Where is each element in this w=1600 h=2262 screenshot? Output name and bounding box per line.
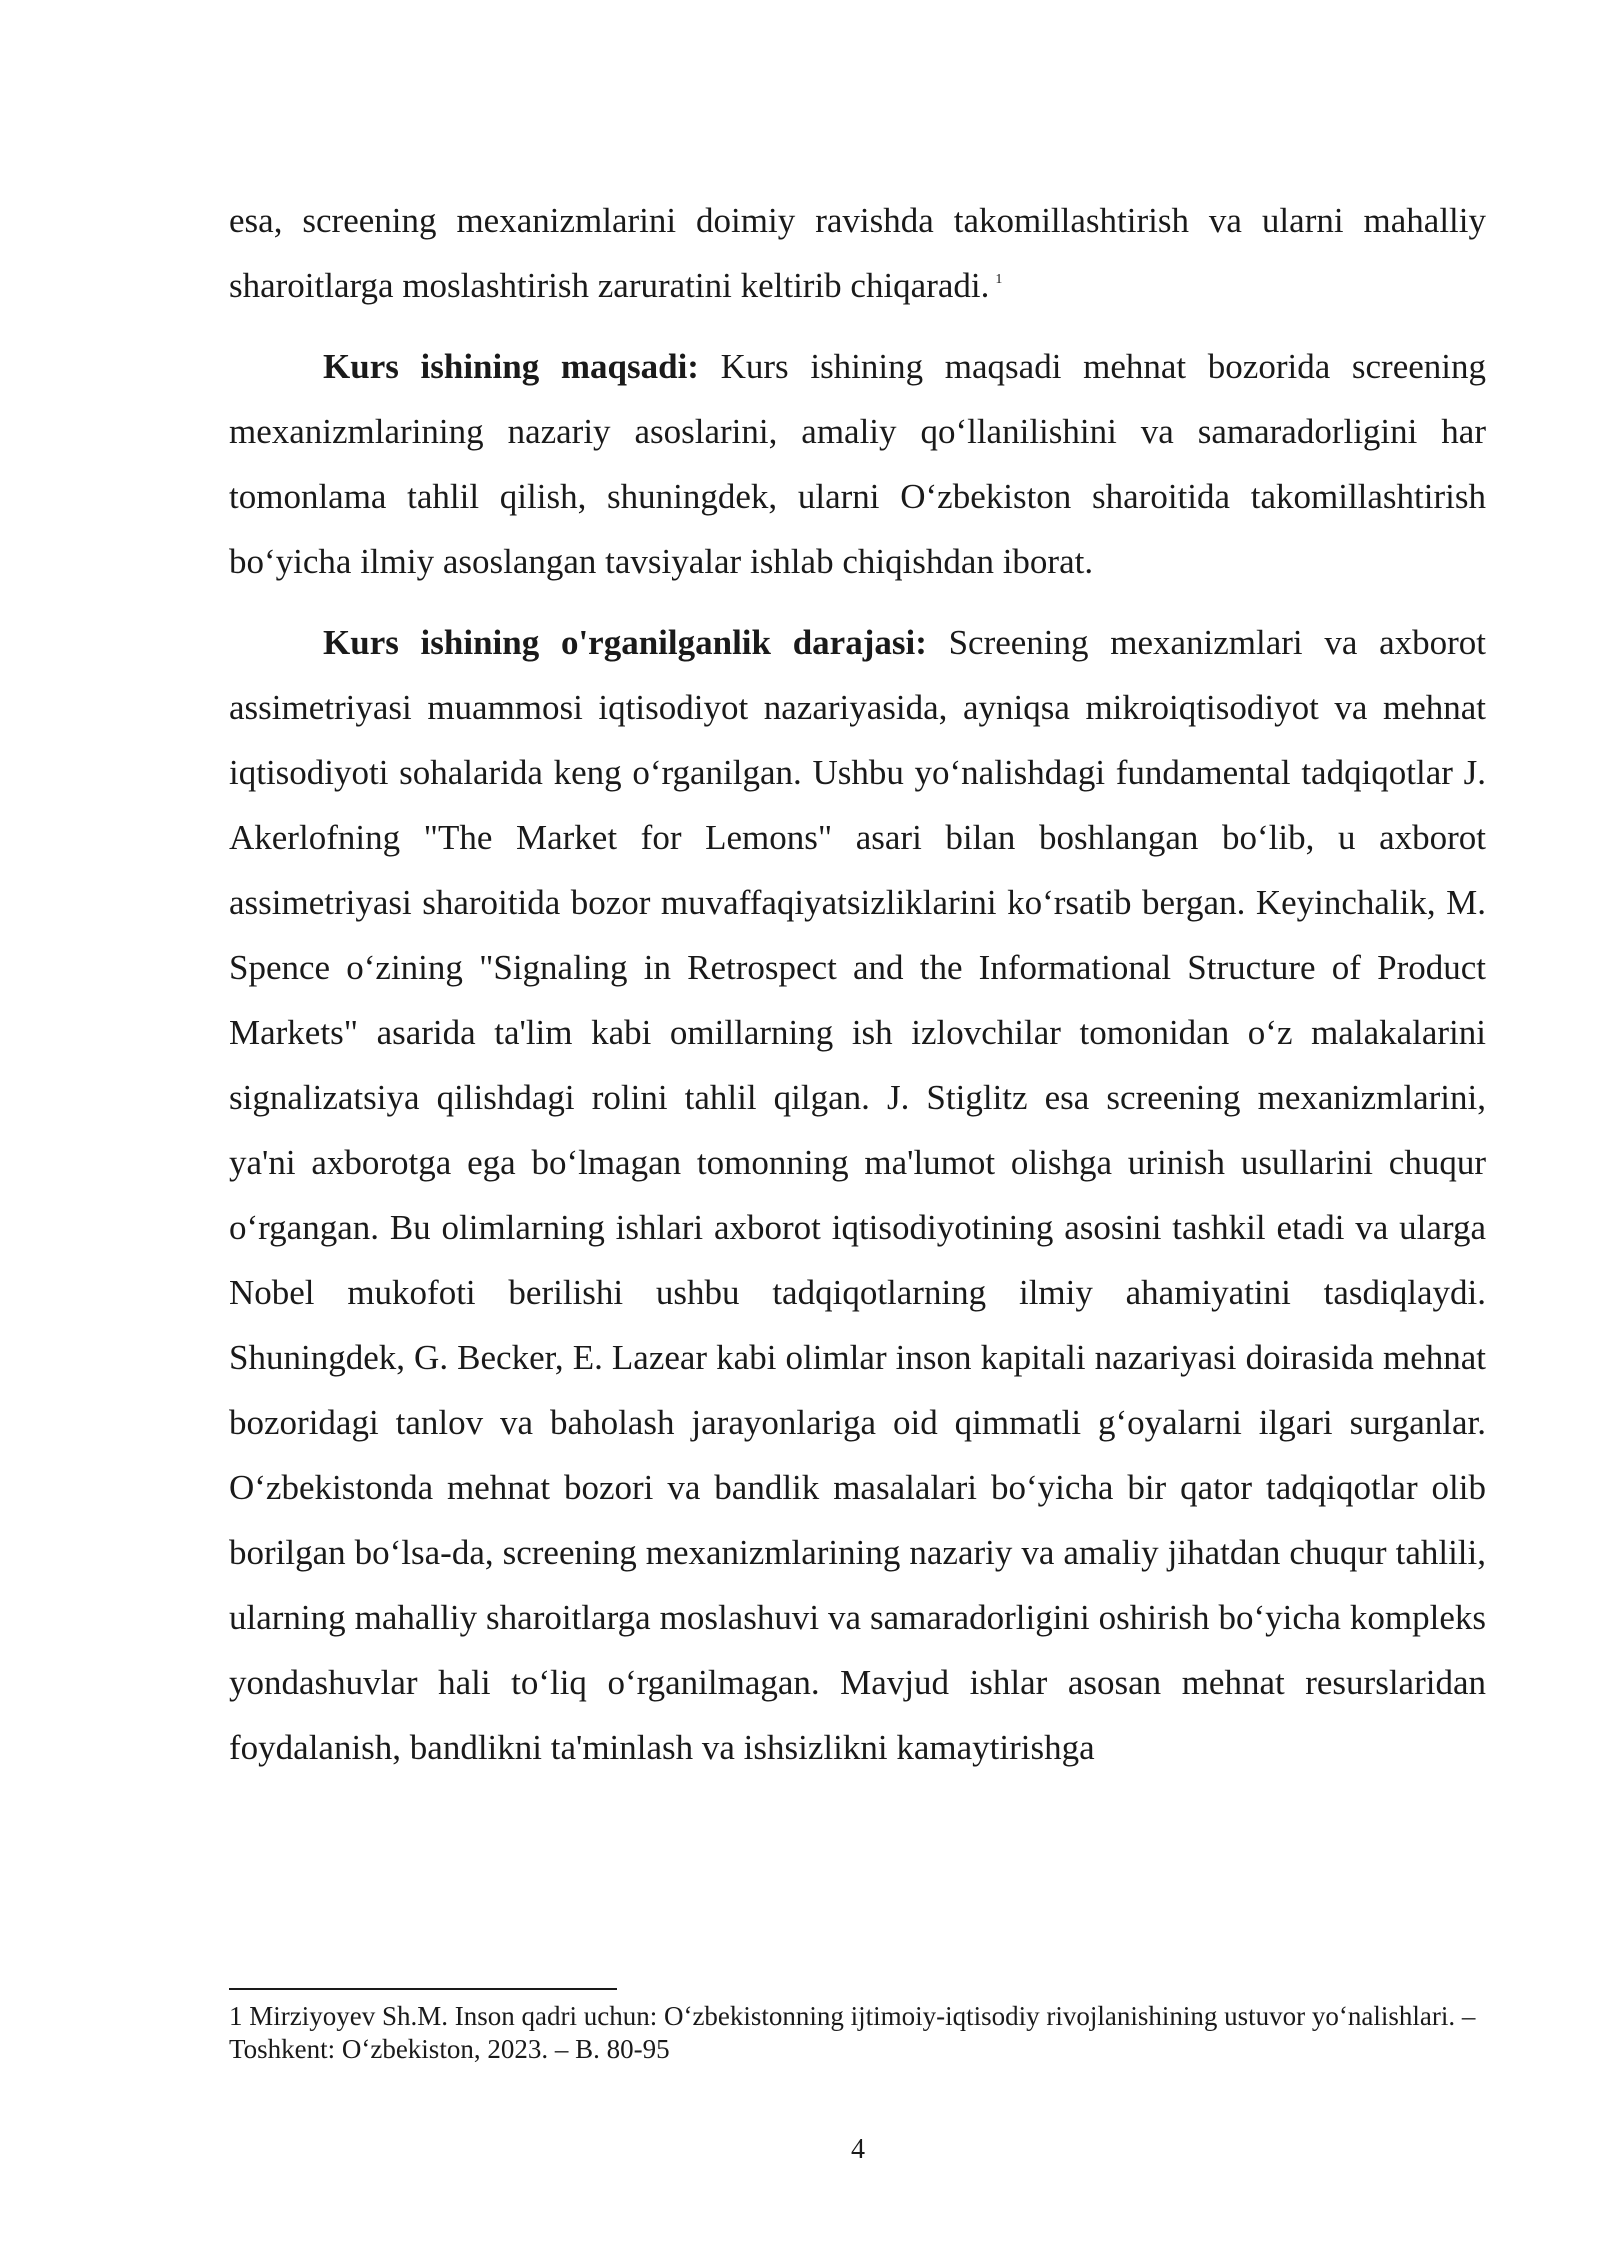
goal-heading: Kurs ishining maqsadi:	[323, 347, 699, 386]
study-level-paragraph-text: Screening mexanizmlari va axborot assimetriyasi muammosi iqtisodiyot nazariyasida, ayniqsa mikroiqtisodiyot va mehnat iqtisodiyoti sohalarida keng oʻrganilgan. Ushbu yoʻnalishdagi fundamental tadqiqotlar J. Akerlofning "The Market for Lemons" asari bilan boshlangan boʻlib, u axborot assimetriyasi sharoitida bozor muvaffaqiyatsizliklarini koʻrsatib bergan. Keyinchalik, M. Spence oʻzining "Signaling in Retrospect and the Informational Structure of Product Markets" asarida ta'lim kabi omillarning ish izlovchilar tomonidan oʻz malakalarini signalizatsiya qilishdagi rolini tahlil qilgan. J. Stiglitz esa screening mexanizmlarini, ya'ni axborotga ega boʻlmagan tomonning ma'lumot olishga urinish usullarini chuqur oʻrgangan. Bu olimlarning ishlari axborot iqtisodiyotining asosini tashkil etadi va ularga Nobel mukofoti berilishi ushbu tadqiqotlarning ilmiy ahamiyatini tasdiqlaydi. Shuningdek, G. Becker, E. Lazear kabi olimlar inson kapitali nazariyasi doirasida mehnat bozoridagi tanlov va baholash jarayonlariga oid qimmatli gʻoyalarni ilgari surganlar. Oʻzbekistonda mehnat bozori va bandlik masalalari boʻyicha bir qator tadqiqotlar olib borilgan boʻlsa-da, screening mexanizmlarining nazariy va amaliy jihatdan chuqur tahlili, ularning mahalliy sharoitlarga moslashuvi va samaradorligini oshirish boʻyicha kompleks yondashuvlar hali toʻliq oʻrganilmagan. Mavjud ishlar asosan mehnat resurslaridan foydalanish, bandlikni ta'minlash va ishsizlikni kamaytirishga	[229, 623, 1487, 1767]
footnote-reference: 1	[995, 272, 1003, 287]
goal-paragraph-text: Kurs ishining maqsadi mehnat bozorida screening mexanizmlarining nazariy asoslarini, amaliy qoʻllanilishini va samaradorligini har tomonlama tahlil qilish, shuningdek, ularni Oʻzbekiston sharoitida takomillashtirish boʻyicha ilmiy asoslangan tavsiyalar ishlab chiqishdan iborat.	[229, 347, 1486, 581]
footnote-separator	[229, 1988, 617, 1990]
page-body	[229, 188, 1486, 1780]
study-level-paragraph	[229, 610, 1486, 1780]
page-number: 4	[851, 2134, 865, 2165]
study-level-heading: Kurs ishining o'rganilganlik darajasi:	[323, 623, 927, 662]
continuation-paragraph	[229, 188, 1486, 318]
goal-paragraph	[229, 334, 1486, 594]
continuation-paragraph-text: esa, screening mexanizmlarini doimiy ravishda takomillashtirish va ularni mahalliy sharoitlarga moslashtirish zaruratini keltirib chiqaradi.	[229, 201, 1486, 305]
footnote: 1 Mirziyoyev Sh.M. Inson qadri uchun: Oʻzbekistonning ijtimoiy-iqtisodiy rivojlanishining ustuvor yoʻnalishlari. – Toshkent: Oʻzbekiston, 2023. – B. 80-95	[229, 2001, 1476, 2064]
